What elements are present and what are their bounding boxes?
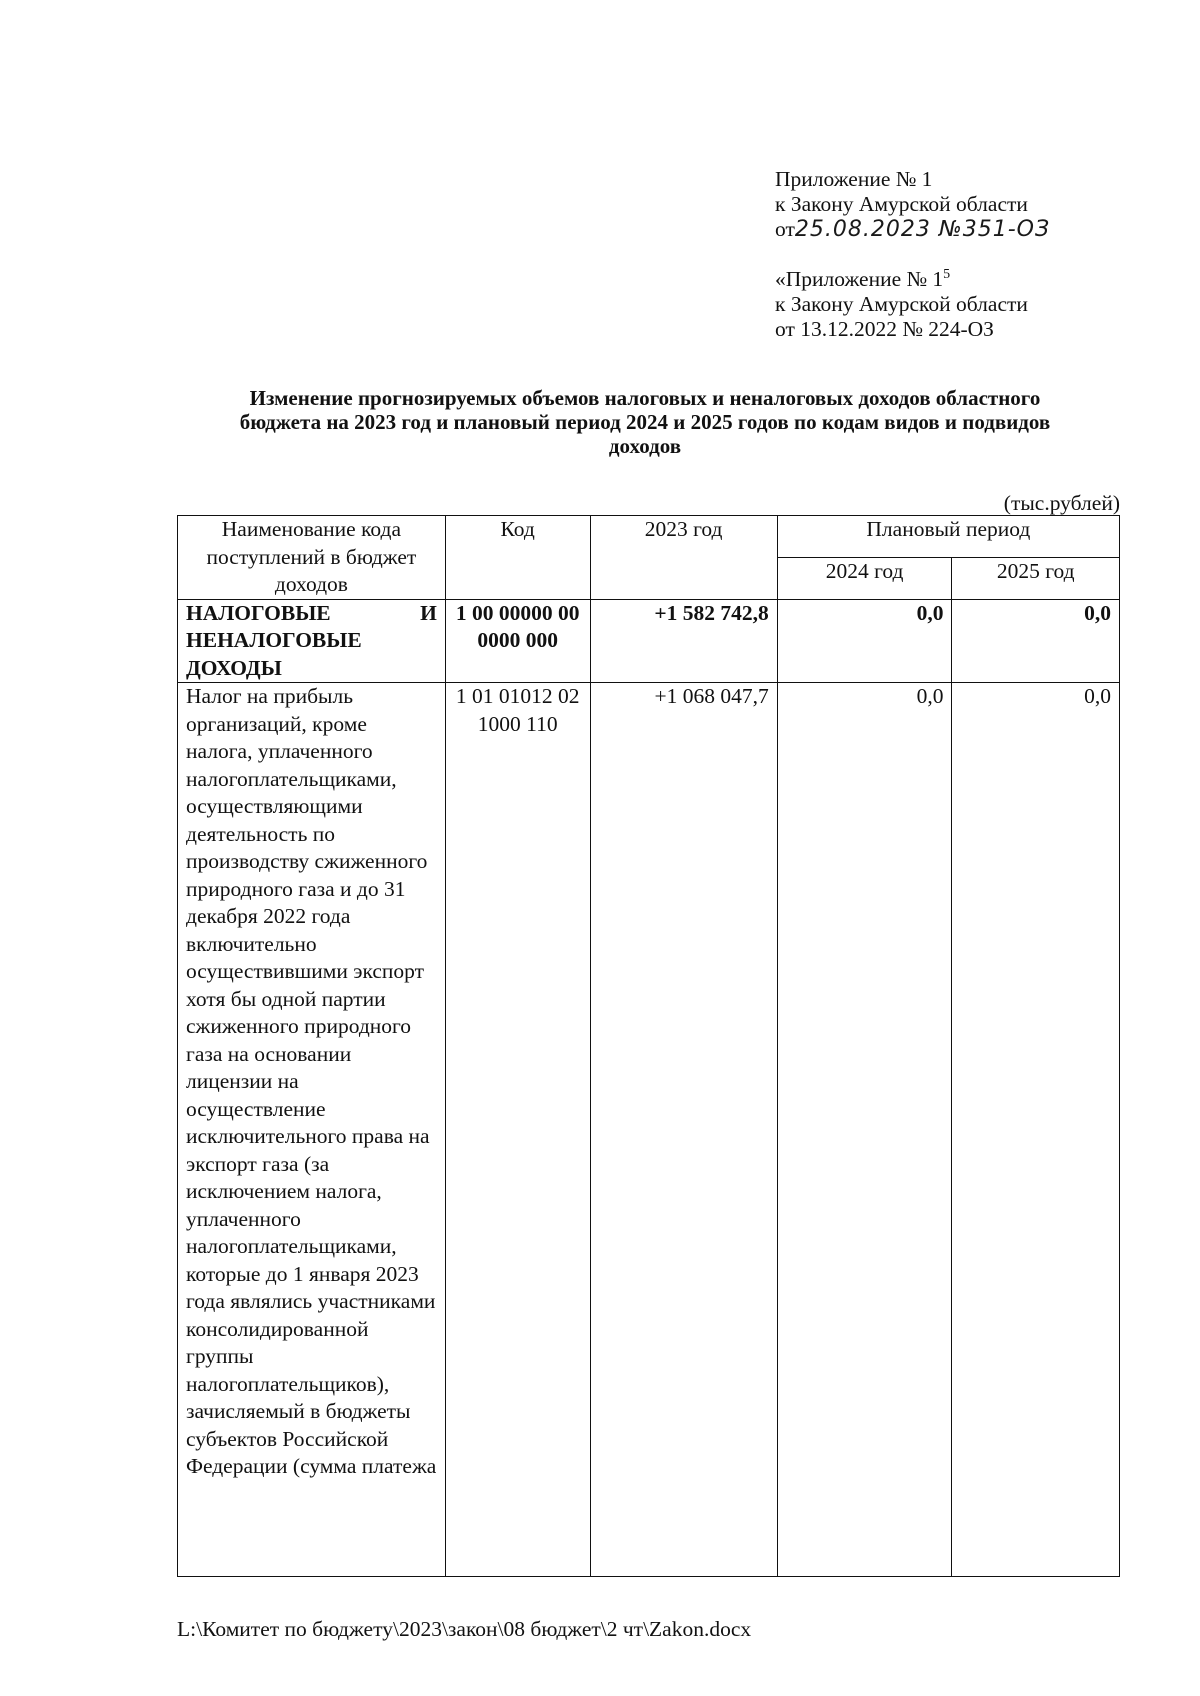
row-2025-cell: 0,0 (952, 599, 1120, 683)
reference-header (775, 267, 1028, 342)
file-path-footer: L:\Комитет по бюджету\2023\закон\08 бюджет\2 чт\Zakon.docx (177, 1617, 752, 1641)
title-line-3: доходов (608, 434, 682, 458)
header-code: Код (445, 516, 590, 600)
title-line-2: бюджета на 2023 год и плановый период 2024 и 2025 годов по кодам видов и подвидов (239, 410, 1051, 434)
reference-line-2: к Закону Амурской области (775, 292, 1028, 316)
row-2023-cell: +1 582 742,8 (590, 599, 777, 683)
header-planned-period: Плановый период (777, 516, 1119, 558)
header-name: Наименование кода поступлений в бюджет доходов (178, 516, 446, 600)
appendix-line-2: к Закону Амурской области (775, 192, 1028, 216)
reference-line-1: «Приложение № $1^5$ (775, 266, 951, 291)
table-row (178, 599, 1120, 683)
handwritten-date-number: 25.08.2023 №351-ОЗ (794, 217, 1051, 242)
units-label: (тыс.рублей) (1003, 491, 1120, 515)
header-2023: 2023 год (590, 516, 777, 600)
document-title (150, 386, 1140, 458)
row-code-cell: 1 00 00000 00 0000 000 (445, 599, 590, 683)
reference-superscript: 5 (943, 266, 951, 282)
appendix-line-1: Приложение № 1 (775, 167, 933, 191)
header-2024: 2024 год (777, 557, 952, 599)
row-name-cell (178, 599, 446, 683)
row-2024-cell: 0,0 (777, 599, 952, 683)
reference-line-3: от 13.12.2022 № 224-ОЗ (775, 317, 994, 341)
appendix-date-prefix: от (775, 217, 795, 241)
row-2025-cell: 0,0 (952, 683, 1120, 1577)
row-name-first-line: НАЛОГОВЫЕ И (186, 600, 437, 625)
table-row (178, 683, 1120, 1577)
row-name-cell: Налог на прибыль организаций, кроме налога, уплаченного налогоплательщиками, осуществляющими деятельность по производству сжиженного природного газа и до 31 декабря 2022 года включительно осуществившими экспорт хотя бы одной партии сжиженного природного газа на основании лицензии на осуществление исключительного права на экспорт газа (за исключением налога, уплаченного налогоплательщиками, которые до 1 января 2023 года являлись участниками консолидированной группы налогоплательщиков), зачисляемый в бюджеты субъектов Российской Федерации (сумма платежа (178, 683, 446, 1577)
row-name-rest: НЕНАЛОГОВЫЕ ДОХОДЫ (186, 628, 362, 680)
row-2023-cell: +1 068 047,7 (590, 683, 777, 1577)
header-2025: 2025 год (952, 557, 1120, 599)
revenue-table (177, 515, 1120, 1577)
appendix-line-3 (775, 217, 1050, 242)
row-2024-cell: 0,0 (777, 683, 952, 1577)
appendix-header (775, 167, 1050, 242)
table-header-row-1 (178, 516, 1120, 558)
title-line-1: Изменение прогнозируемых объемов налоговых и неналоговых доходов областного (249, 386, 1041, 410)
row-code-cell: 1 01 01012 02 1000 110 (445, 683, 590, 1577)
